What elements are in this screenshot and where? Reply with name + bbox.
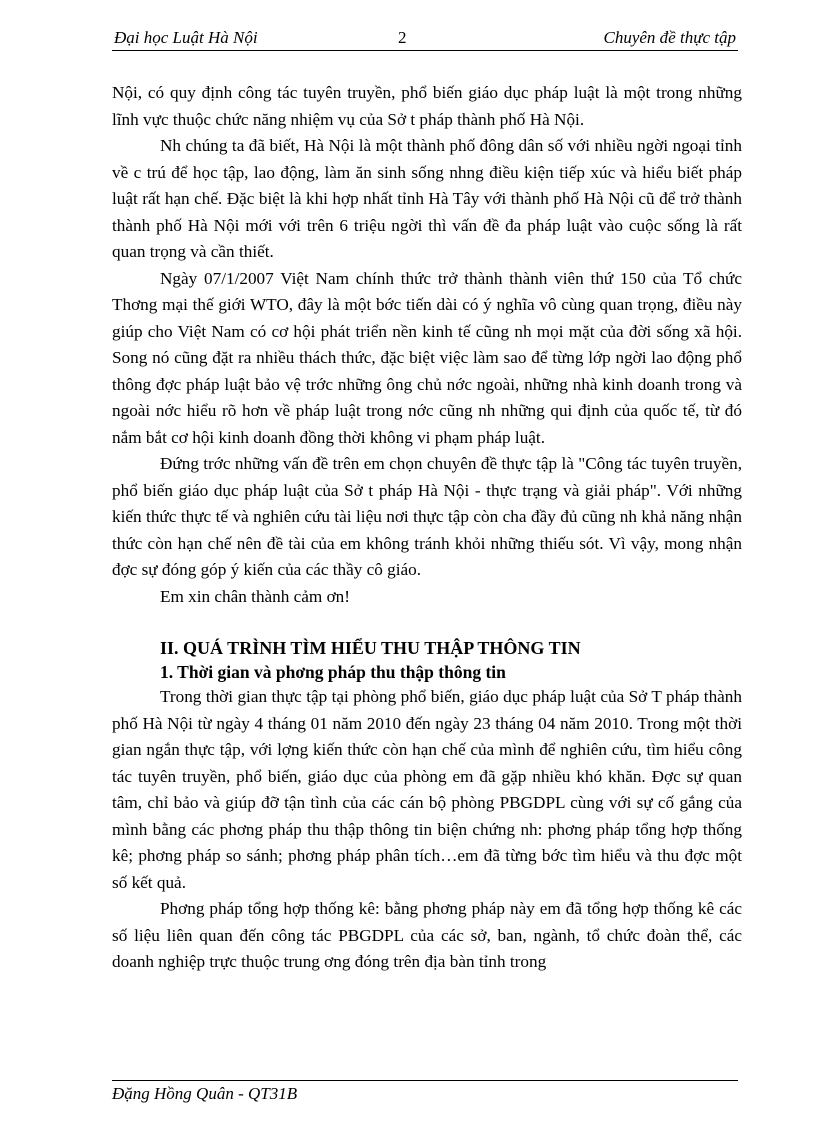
header-university: Đại học Luật Hà Nội [114, 28, 258, 47]
paragraph-1: Nội, có quy định công tác tuyên truyền, phổ biến giáo dục pháp luật là một trong những lĩnh vực thuộc chức năng nhiệm vụ của Sở t pháp thành phố Hà Nội. [112, 83, 742, 129]
paragraph-6: Trong thời gian thực tập tại phòng phổ biến, giáo dục pháp luật của Sở T pháp thành phố Hà Nội từ ngày 4 tháng 01 năm 2010 đến ngày 23 tháng 04 năm 2010. Trong một thời gian ngắn thực tập, với lợng kiến thức còn hạn chế của mình để nghiên cứu, tìm hiểu công tác tuyên truyền, phổ biến, giáo dục của phòng em đã gặp nhiều khó khăn. Đợc sự quan tâm, chỉ bảo và giúp đỡ tận tình của các cán bộ phòng PBGDPL cùng với sự cố gắng của mình bằng các phơng pháp thu thập thông tin biện chứng nh: phơng pháp tổng hợp thống kê; phơng pháp so sánh; phơng pháp phân tích…em đã từng bớc tìm hiểu và thu đợc một số kết quả. [112, 687, 742, 892]
page-number: 2 [398, 28, 407, 47]
paragraph-4: Đứng trớc những vấn đề trên em chọn chuyên đề thực tập là "Công tác tuyên truyền, phổ biến giáo dục pháp luật của Sở t pháp Hà Nội - thực trạng và giải pháp". Với những kiến thức thực tế và nghiên cứu tài liệu nơi thực tập còn cha đầy đủ cũng nh khả năng nhận thức còn hạn chế nên đề tài của em không tránh khỏi những thiếu sót. Vì vậy, mong nhận đợc sự đóng góp ý kiến của các thầy cô giáo. [112, 454, 742, 579]
paragraph-7: Phơng pháp tổng hợp thống kê: bằng phơng pháp này em đã tổng hợp thống kê các số liệu liên quan đến công tác PBGDPL của các sở, ban, ngành, tổ chức đoàn thể, các doanh nghiệp trực thuộc trung ơng đóng trên địa bàn tỉnh trong [112, 899, 742, 971]
footer-author: Đặng Hồng Quân - QT31B [112, 1084, 298, 1103]
document-body [112, 80, 742, 976]
paragraph-3: Ngày 07/1/2007 Việt Nam chính thức trở thành thành viên thứ 150 của Tổ chức Thơng mại thế giới WTO, đây là một bớc tiến dài có ý nghĩa vô cùng quan trọng, điều này giúp cho Việt Nam có cơ hội phát triển nền kinh tế cũng nh mọi mặt của đời sống xã hội. Song nó cũng đặt ra nhiều thách thức, đặc biệt việc làm sao để từng lớp ngời lao động phổ thông đợc pháp luật bảo vệ trớc những ông chủ nớc ngoài, những nhà kinh doanh trong và ngoài nớc hiểu rõ hơn về pháp luật trong nớc cũng nh những qui định của quốc tế, từ đó nắm bắt cơ hội kinh doanh đồng thời không vi phạm pháp luật. [112, 268, 742, 447]
header-document-type: Chuyên đề thực tập [603, 28, 736, 47]
page-header [112, 28, 738, 51]
paragraph-2: Nh chúng ta đã biết, Hà Nội là một thành phố đông dân số với nhiều ngời ngoại tỉnh về c trú để học tập, lao động, làm ăn sinh sống nhng điều kiện tiếp xúc và hiểu biết pháp luật rất hạn chế. Đặc biệt là khi hợp nhất tỉnh Hà Tây với thành phố Hà Nội cũ để trở thành thành phố Hà Nội mới với trên 6 triệu ngời thì vấn đề đa pháp luật vào cuộc sống là rất quan trọng và cần thiết. [112, 136, 742, 261]
section-heading: II. QUÁ TRÌNH TÌM HIỂU THU THẬP THÔNG TIN [160, 638, 581, 658]
page-footer [112, 1080, 738, 1104]
paragraph-5: Em xin chân thành cảm ơn! [160, 586, 350, 606]
subsection-heading: 1. Thời gian và phơng pháp thu thập thông tin [160, 662, 506, 682]
